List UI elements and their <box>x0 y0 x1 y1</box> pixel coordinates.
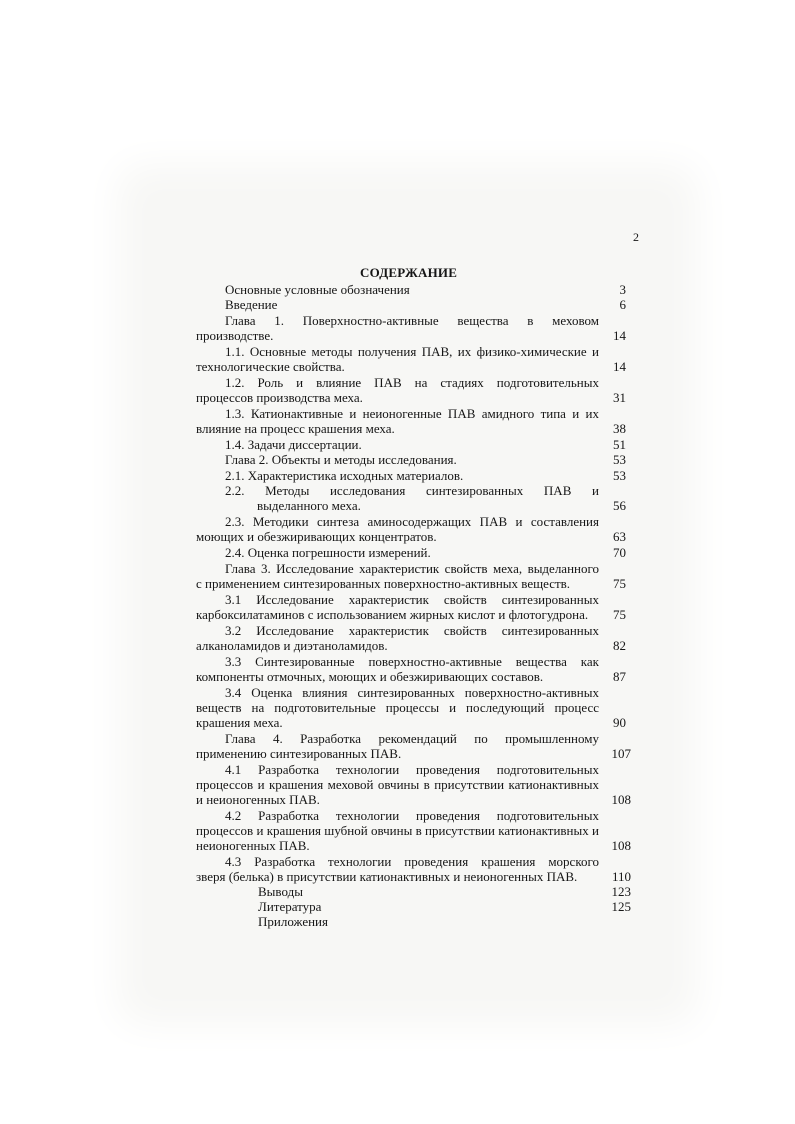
toc-entry-line: Основные условные обозначения <box>225 282 410 297</box>
toc-entry <box>225 437 599 453</box>
toc-page-number: 63 <box>613 529 626 544</box>
toc-entry-line: карбоксилатаминов с использованием жирных кислот и флотогудрона. <box>196 607 589 622</box>
toc-page-number: 125 <box>611 899 631 914</box>
toc-entry-line: Приложения <box>258 914 328 929</box>
toc-page-number: 123 <box>611 884 631 899</box>
toc-entry-line: влияние на процесс крашения меха. <box>196 421 395 436</box>
toc-entry <box>196 344 599 375</box>
toc-entry-line: компоненты отмочных, моющих и обезжиривающих составов. <box>196 669 544 684</box>
toc-entry-line: крашения меха. <box>196 715 283 730</box>
toc-entry-line: Введение <box>225 297 278 312</box>
toc-entry <box>258 884 558 900</box>
toc-entry <box>225 282 615 298</box>
toc-page-number: 108 <box>611 838 631 853</box>
toc-page-number: 110 <box>611 869 631 884</box>
toc-entry <box>196 313 599 344</box>
toc-entry <box>225 452 599 468</box>
toc-page-number: 14 <box>613 328 626 343</box>
toc-entry-line: 2.1. Характеристика исходных материалов. <box>225 468 464 483</box>
toc-entry-line: Литература <box>258 899 322 914</box>
toc-entry-line: 1.1. Основные методы получения ПАВ, их физико-химические и <box>225 344 599 359</box>
toc-entry-line: 3.2 Исследование характеристик свойств синтезированных <box>225 623 599 638</box>
toc-entry <box>196 685 599 732</box>
toc-entry-line: технологические свойства. <box>196 359 345 374</box>
toc-entry-line: Глава 1. Поверхностно-активные вещества в меховом <box>225 313 599 328</box>
toc-page-number: 51 <box>613 437 626 452</box>
toc-entry-line: 2.2. Методы исследования синтезированных ПАВ и <box>225 483 599 498</box>
toc-entry-line: 3.1 Исследование характеристик свойств синтезированных <box>225 592 599 607</box>
toc-entry-line: 1.3. Катионактивные и неионогенные ПАВ амидного типа и их <box>225 406 599 421</box>
toc-entry <box>196 592 599 623</box>
toc-entry-line: процессов производства меха. <box>196 390 363 405</box>
toc-entry-line: алканоламидов и диэтаноламидов. <box>196 638 388 653</box>
toc-page-number: 87 <box>613 669 626 684</box>
toc-entry-line: процессов и крашения шубной овчины в присутствии катионактивных и <box>196 823 599 838</box>
toc-entry-line: процессов и крашения меховой овчины в присутствии катионактивных <box>196 777 599 792</box>
toc-entry-line: с применением синтезированных поверхностно-активных веществ. <box>196 576 571 591</box>
toc-entry-line: 4.2 Разработка технологии проведения подготовительных <box>225 808 599 823</box>
toc-entry-line: выделанного меха. <box>257 498 361 513</box>
toc-page-number: 53 <box>613 468 626 483</box>
toc-entry <box>258 914 558 930</box>
toc-entry-line: 1.4. Задачи диссертации. <box>225 437 362 452</box>
toc-page-number: 108 <box>611 792 631 807</box>
toc-page-number: 75 <box>613 607 626 622</box>
toc-entry <box>196 808 599 855</box>
page-number: 2 <box>633 230 639 244</box>
toc-entry <box>196 375 599 406</box>
toc-entry-line: Глава 2. Объекты и методы исследования. <box>225 452 457 467</box>
toc-entry <box>225 297 615 313</box>
toc-entry-line: 4.3 Разработка технологии проведения крашения морского <box>225 854 599 869</box>
toc-entry-line: 2.4. Оценка погрешности измерений. <box>225 545 431 560</box>
toc-entry-line: 2.3. Методики синтеза аминосодержащих ПАВ и составления <box>225 514 599 529</box>
toc-entry <box>258 899 558 915</box>
toc-entry-line: неионогенных ПАВ. <box>196 838 310 853</box>
toc-page-number: 31 <box>613 390 626 405</box>
toc-page-number: 70 <box>613 545 626 560</box>
toc-page-number: 14 <box>613 359 626 374</box>
toc-page-number: 38 <box>613 421 626 436</box>
toc-entry <box>196 654 599 685</box>
toc-entry <box>196 406 599 437</box>
toc-entry-line: применению синтезированных ПАВ. <box>196 746 402 761</box>
toc-entry-line: Выводы <box>258 884 303 899</box>
toc-page-number: 3 <box>619 282 626 297</box>
toc-entry-line: зверя (белька) в присутствии катионактивных и неионогенных ПАВ. <box>196 869 578 884</box>
toc-entry-line: веществ на подготовительные процессы и последующий процесс <box>196 700 599 715</box>
toc-entry-line: 3.3 Синтезированные поверхностно-активные вещества как <box>225 654 599 669</box>
toc-entry <box>225 545 599 561</box>
toc-entry-line: и неионогенных ПАВ. <box>196 792 320 807</box>
toc-page-number: 53 <box>613 452 626 467</box>
toc-entry-line: Глава 3. Исследование характеристик свойств меха, выделанного <box>225 561 599 576</box>
toc-entry <box>225 483 599 514</box>
toc-entry-line: 3.4 Оценка влияния синтезированных поверхностно-активных <box>225 685 599 700</box>
toc-entry <box>196 561 599 592</box>
toc-page-number: 56 <box>613 498 626 513</box>
toc-page-number: 90 <box>613 715 626 730</box>
toc-entry <box>196 854 599 885</box>
toc-entry <box>225 468 599 484</box>
toc-entry-line: моющих и обезжиривающих концентратов. <box>196 529 437 544</box>
toc-entry-line: производстве. <box>196 328 274 343</box>
toc-entry <box>196 514 599 545</box>
toc-entry <box>196 623 599 654</box>
toc-entry <box>196 762 599 809</box>
toc-page-number: 6 <box>619 297 626 312</box>
toc-entry <box>196 731 599 762</box>
toc-entry-line: Глава 4. Разработка рекомендаций по промышленному <box>225 731 599 746</box>
toc-page-number: 75 <box>613 576 626 591</box>
toc-title: СОДЕРЖАНИЕ <box>360 265 458 280</box>
toc-entry-line: 4.1 Разработка технологии проведения подготовительных <box>225 762 599 777</box>
toc-entry-line: 1.2. Роль и влияние ПАВ на стадиях подготовительных <box>225 375 599 390</box>
toc-page-number: 107 <box>611 746 631 761</box>
toc-page-number: 82 <box>613 638 626 653</box>
